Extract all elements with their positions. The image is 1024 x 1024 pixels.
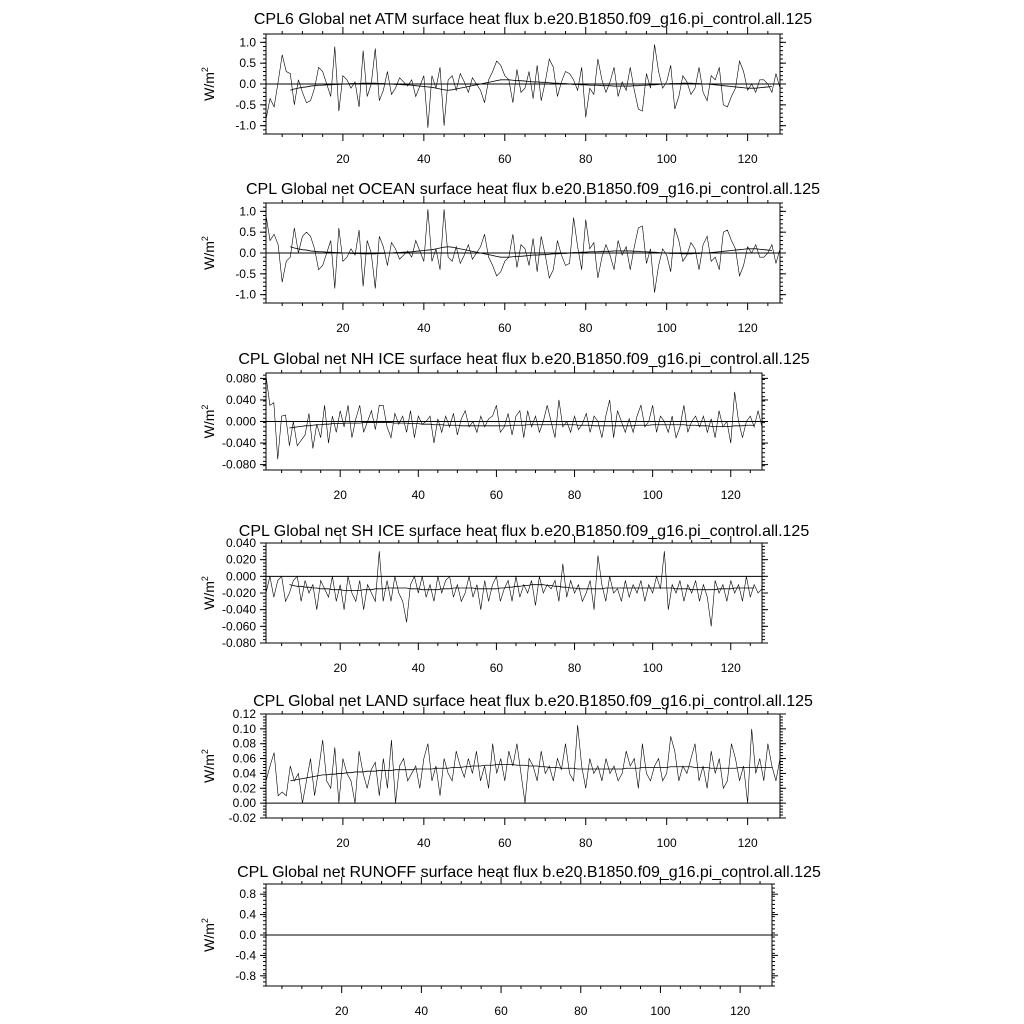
x-tick-label: 60 — [498, 836, 512, 850]
y-axis-label: $W/m^2$ — [200, 236, 217, 270]
x-tick-label: 120 — [720, 488, 741, 502]
y-tick-label: 0.10 — [232, 721, 256, 736]
y-tick-label: -0.4 — [235, 948, 256, 963]
series-raw-line — [266, 376, 762, 460]
panel-title: CPL Global net NH ICE surface heat flux b.e20.B1850.f09_g16.pi_control.all.125 — [238, 351, 810, 368]
panel-title: CPL6 Global net ATM surface heat flux b.e20.B1850.f09_g16.pi_control.all.125 — [253, 11, 813, 28]
y-tick-label: 0.8 — [239, 887, 256, 902]
panel-2 — [200, 181, 820, 335]
panel-title: CPL Global net OCEAN surface heat flux b.e20.B1850.f09_g16.pi_control.all.125 — [246, 181, 820, 198]
y-tick-label: -0.02 — [228, 811, 256, 825]
panel-title: CPL Global net LAND surface heat flux b.e20.B1850.f09_g16.pi_control.all.125 — [253, 693, 813, 710]
series-running-mean-line — [289, 585, 754, 591]
y-tick-label: -0.020 — [221, 586, 256, 600]
panel-title: CPL Global net RUNOFF surface heat flux b.e20.B1850.f09_g16.pi_control.all.125 — [237, 864, 821, 881]
x-tick-label: 60 — [498, 321, 512, 335]
y-tick-label: 0.0 — [239, 77, 256, 91]
y-axis-label: $W/m^2$ — [200, 576, 217, 610]
plot-frame — [266, 543, 762, 643]
y-tick-label: 1.0 — [239, 204, 256, 219]
x-tick-label: 80 — [579, 152, 593, 166]
x-tick-label: 80 — [579, 836, 593, 850]
y-axis-label: $W/m^2$ — [200, 67, 217, 101]
y-tick-label: 0.0 — [239, 928, 256, 942]
y-axis-label-superscript: 2 — [200, 67, 210, 73]
y-axis-label: $W/m^2$ — [200, 749, 217, 783]
y-tick-label: 0.080 — [225, 371, 256, 386]
y-tick-label: -0.8 — [235, 968, 256, 983]
y-tick-label: 0.12 — [232, 707, 256, 721]
panel-4 — [200, 523, 809, 675]
y-tick-label: -0.040 — [221, 436, 256, 451]
x-tick-label: 40 — [411, 488, 425, 502]
y-axis-label-superscript: 2 — [200, 749, 210, 755]
x-tick-label: 100 — [650, 1004, 671, 1018]
x-tick-label: 40 — [417, 836, 431, 850]
y-tick-label: 0.5 — [239, 225, 256, 240]
series-raw-line — [266, 209, 780, 292]
y-tick-label: 0.00 — [232, 796, 256, 811]
x-tick-label: 60 — [489, 488, 504, 502]
panel-title: CPL Global net SH ICE surface heat flux b.e20.B1850.f09_g16.pi_control.all.125 — [238, 523, 810, 540]
x-tick-label: 100 — [656, 321, 677, 335]
y-tick-label: 0.02 — [232, 781, 256, 796]
y-tick-label: 1.0 — [239, 35, 256, 50]
x-tick-label: 60 — [498, 152, 512, 166]
x-tick-label: 120 — [737, 321, 758, 335]
x-tick-label: 60 — [494, 1004, 508, 1018]
y-tick-label: 0.020 — [225, 552, 256, 567]
y-tick-label: -1.0 — [235, 118, 256, 133]
x-tick-label: 40 — [417, 321, 431, 335]
x-tick-label: 40 — [417, 152, 431, 166]
x-tick-label: 120 — [730, 1004, 751, 1018]
x-tick-label: 40 — [414, 1004, 429, 1018]
y-axis-label-superscript: 2 — [200, 576, 210, 582]
x-tick-label: 20 — [333, 488, 347, 502]
x-tick-label: 100 — [642, 488, 663, 502]
y-tick-label: 0.000 — [225, 569, 256, 584]
x-tick-label: 80 — [579, 321, 593, 335]
y-tick-label: -0.080 — [221, 636, 256, 650]
x-tick-label: 20 — [333, 661, 347, 675]
panel-6 — [200, 864, 821, 1018]
y-axis-label-superscript: 2 — [200, 404, 210, 410]
x-tick-label: 80 — [567, 661, 582, 675]
x-tick-label: 20 — [335, 1004, 349, 1018]
y-tick-label: 0.040 — [225, 536, 256, 550]
y-tick-label: -1.0 — [235, 287, 256, 302]
y-axis-label: $W/m^2$ — [200, 918, 217, 952]
y-axis-label-superscript: 2 — [200, 236, 210, 242]
y-axis-label-superscript: 2 — [200, 918, 210, 924]
x-tick-label: 60 — [489, 661, 504, 675]
series-raw-line — [266, 44, 780, 127]
y-tick-label: -0.080 — [221, 457, 256, 472]
y-tick-label: 0.040 — [225, 392, 256, 407]
x-tick-label: 120 — [737, 152, 758, 166]
panel-3 — [200, 351, 810, 502]
x-tick-label: 20 — [336, 321, 350, 335]
x-tick-label: 80 — [567, 488, 582, 502]
y-axis-label: $W/m^2$ — [200, 404, 217, 439]
y-tick-label: -0.5 — [235, 97, 256, 112]
y-tick-label: -0.060 — [221, 619, 256, 634]
x-tick-label: 20 — [336, 836, 350, 850]
x-tick-label: 120 — [737, 836, 758, 850]
x-tick-label: 100 — [656, 836, 677, 850]
y-tick-label: 0.4 — [239, 907, 256, 922]
y-tick-label: 0.000 — [225, 414, 256, 429]
y-tick-label: 0.04 — [232, 766, 256, 781]
panel-1 — [200, 11, 812, 166]
y-tick-label: 0.08 — [232, 736, 256, 751]
y-tick-label: 0.5 — [239, 56, 256, 71]
x-tick-label: 20 — [336, 152, 350, 166]
x-tick-label: 100 — [656, 152, 677, 166]
y-tick-label: -0.040 — [221, 602, 256, 617]
x-tick-label: 120 — [720, 661, 741, 675]
x-tick-label: 80 — [574, 1004, 588, 1018]
y-tick-label: -0.5 — [235, 266, 256, 281]
series-raw-line — [266, 725, 780, 803]
x-tick-label: 40 — [411, 661, 425, 675]
x-tick-label: 100 — [642, 661, 663, 675]
panel-5 — [200, 693, 813, 850]
y-tick-label: 0.06 — [232, 751, 256, 766]
y-tick-label: 0.0 — [239, 246, 256, 260]
